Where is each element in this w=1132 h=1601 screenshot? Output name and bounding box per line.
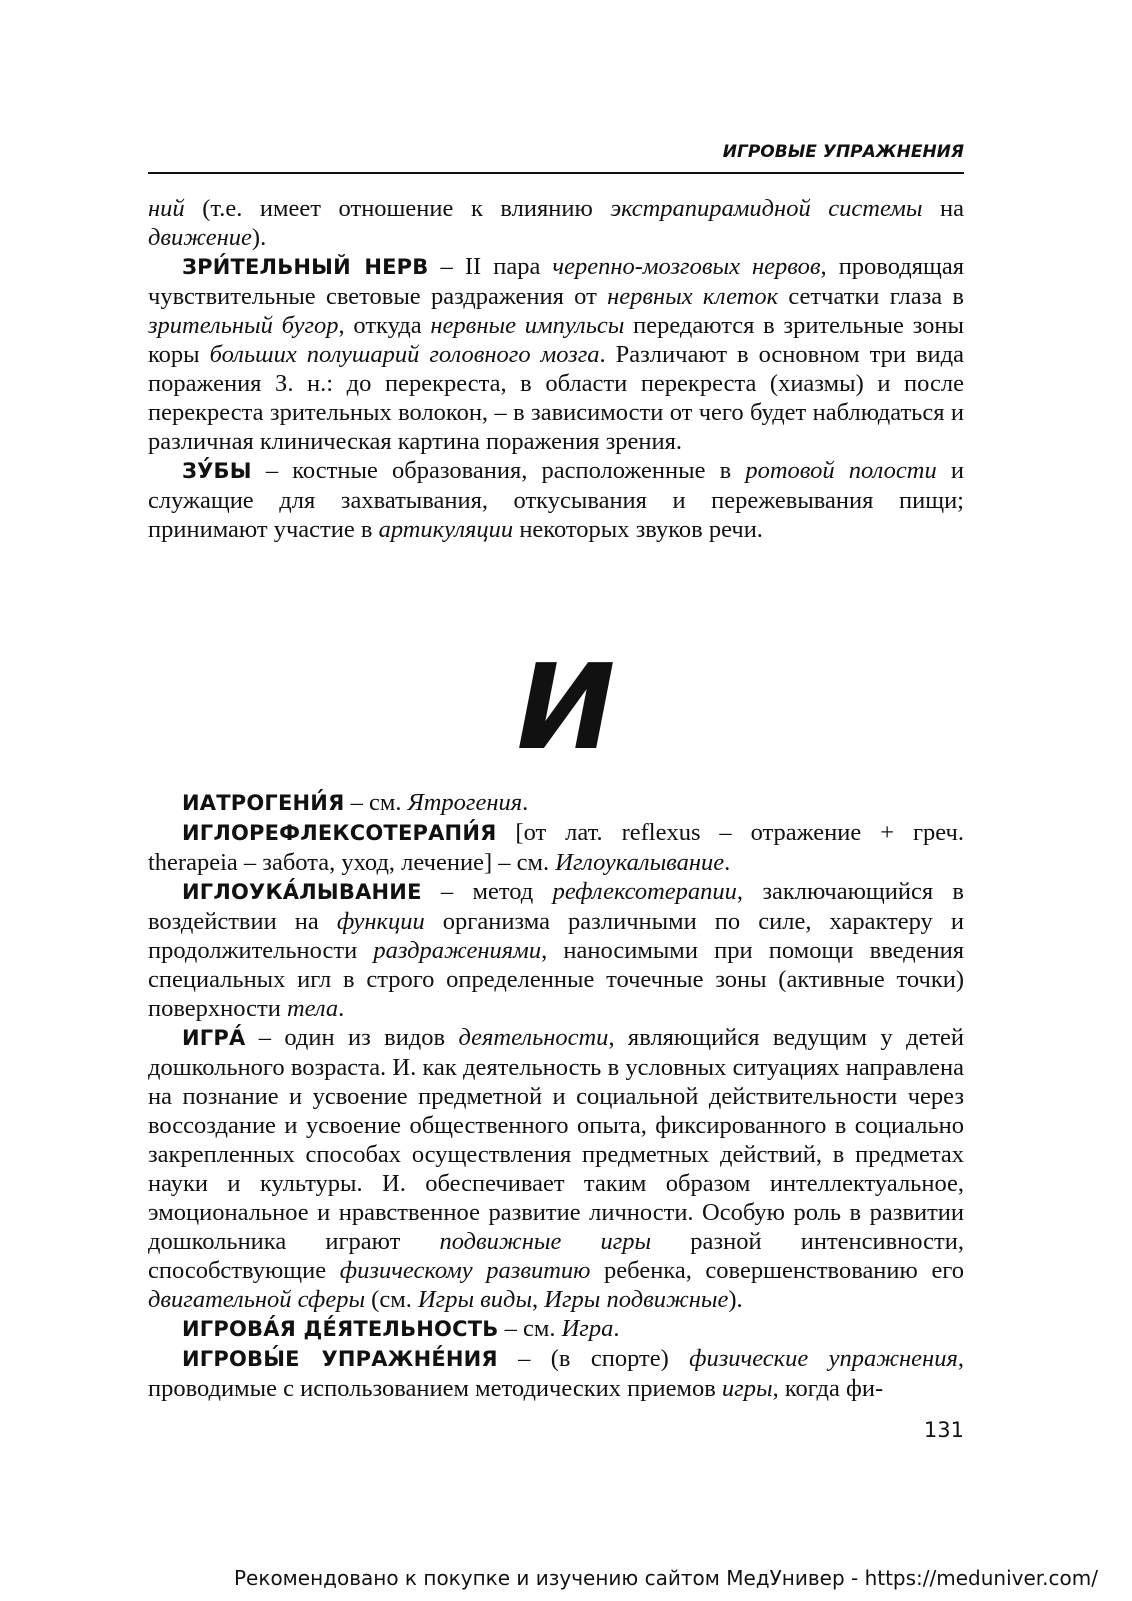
body-text: – метод	[421, 878, 553, 905]
body-text: .	[724, 849, 731, 876]
entry-headword: ИГЛОРЕФЛЕКСОТЕРАПИ́Я	[182, 821, 497, 845]
entry-headword: ИГЛОУКА́ЛЫВАНИЕ	[182, 880, 422, 904]
body-text: организма различными по силе, характеру и продолжительности	[148, 908, 964, 964]
term-link: тела	[286, 995, 339, 1022]
body-text: некоторых звуков речи.	[513, 516, 763, 543]
body-text: .	[613, 1315, 620, 1342]
body-text: . Различают в основном три вида поражения З. н.: до перекреста, в области перекреста (хиазмы) и после перекреста зрительных волокон, – в зависимости от чего будет наблюдаться и различная клиническая картина поражения зрения.	[148, 341, 965, 455]
term-link: движение	[148, 224, 252, 251]
body-text: , когда фи-	[772, 1375, 884, 1402]
term-link: раздражениями	[373, 937, 542, 964]
body-text: – (в спорте)	[497, 1345, 690, 1372]
term-link: деятельности	[458, 1024, 609, 1051]
header-rule	[148, 172, 964, 174]
body-text: – см.	[498, 1315, 562, 1342]
body-text: разной интенсивности, способствующие	[148, 1228, 964, 1284]
term-link: ний	[148, 195, 185, 222]
body-text: передаются в зрительные зоны коры	[148, 312, 964, 368]
entry-headword: ЗРИ́ТЕЛЬНЫЙ НЕРВ	[182, 255, 429, 279]
dictionary-entry	[148, 818, 964, 877]
entry-headword: ИАТРОГЕНИ́Я	[182, 791, 345, 815]
term-link: двигательной сферы	[148, 1286, 366, 1313]
body-text: ).	[728, 1286, 743, 1313]
body-text: – II пара	[428, 253, 553, 280]
term-link: больших полушарий головного мозга	[209, 341, 600, 368]
footer-note: Рекомендовано к покупке и изучению сайтом МедУнивер - https://meduniver.com/	[234, 1566, 1098, 1590]
term-link: Игры виды	[417, 1286, 533, 1313]
body-text: (см.	[365, 1286, 418, 1313]
running-head: ИГРОВЫЕ УПРАЖНЕНИЯ	[722, 142, 964, 162]
body-text: , заключающийся в воздействии на	[148, 878, 964, 935]
term-link: Игры подвижные	[544, 1286, 729, 1313]
term-link: артикуляции	[378, 516, 514, 543]
dictionary-entry	[148, 877, 964, 1023]
dictionary-entry	[148, 1344, 964, 1403]
dictionary-entry	[148, 1314, 964, 1344]
page-number: 131	[923, 1418, 964, 1442]
term-link: физическому развитию	[339, 1257, 591, 1284]
body-text: , наносимыми при помощи введения специальных игл в строго определенные точечные зоны (активные точки) поверхности	[148, 937, 964, 1022]
term-link: рефлексотерапии	[552, 878, 737, 905]
dictionary-entry	[148, 456, 964, 544]
text-block-bottom	[148, 788, 964, 1403]
term-link: нервных клеток	[607, 283, 779, 310]
term-link: экстрапирамидной системы	[610, 195, 923, 222]
term-link: Ятрогения	[407, 789, 523, 816]
section-letter: И	[516, 638, 616, 776]
body-text: и служащие для захватывания, откусывания и пережевывания пищи; принимают участие в	[148, 457, 964, 543]
term-link: зрительный бугор	[148, 312, 339, 339]
body-text: [от лат. reflexus – отражение + греч. therapeia – забота, уход, лечение] – см.	[148, 819, 964, 876]
entry-headword: ИГРОВЫ́Е УПРАЖНЕ́НИЯ	[182, 1347, 498, 1371]
dictionary-entry	[148, 788, 964, 818]
term-link: ротовой полости	[745, 457, 937, 484]
term-link: физические упражнения	[689, 1345, 958, 1372]
term-link: Игра	[561, 1315, 614, 1342]
body-text: .	[522, 789, 529, 816]
entry-headword: ИГРОВА́Я ДЕ́ЯТЕЛЬНОСТЬ	[182, 1317, 499, 1341]
body-text: сетчатки глаза в	[778, 283, 964, 310]
body-text: ребенка, совершенствованию его	[590, 1257, 965, 1284]
term-link: функции	[336, 908, 425, 935]
continued-paragraph	[148, 194, 964, 252]
term-link: черепно-мозговых нервов	[552, 253, 821, 280]
body-text: (т.е. имеет отношение к влиянию	[184, 195, 611, 222]
body-text: – один из видов	[245, 1024, 459, 1051]
term-link: нервные импульсы	[430, 312, 625, 339]
body-text: .	[338, 995, 345, 1022]
entry-headword: ИГРА́	[182, 1026, 246, 1050]
body-text: – костные образования, расположенные в	[251, 457, 746, 484]
term-link: игры	[721, 1375, 773, 1402]
dictionary-entry	[148, 1023, 964, 1314]
body-text: ,	[532, 1286, 545, 1313]
body-text: , являющийся ведущим у детей дошкольного возраста. И. как деятельность в условных ситуациях направлена на познание и усвоение предметной и социальной действительности через воссоздание и усвоение общественного опыта, фиксированного в социально закрепленных способах осуществления предметных действий, в предметах науки и культуры. И. обеспечивает таким образом интеллектуальное, эмоциональное и нравственное развитие личности. Особую роль в развитии дошкольника играют	[148, 1024, 965, 1255]
body-text: – см.	[344, 789, 408, 816]
entry-headword: ЗУ́БЫ	[182, 459, 252, 483]
term-link: подвижные игры	[439, 1228, 652, 1255]
body-text: , откуда	[338, 312, 431, 339]
body-text: , проводимые с использованием методических приемов	[148, 1345, 964, 1402]
body-text: , проводящая чувствительные световые раздражения от	[148, 253, 964, 310]
text-block-top	[148, 194, 964, 544]
body-text: ).	[251, 224, 267, 251]
dictionary-entry	[148, 252, 964, 456]
term-link: Иглоукалывание	[555, 849, 725, 876]
body-text: на	[922, 195, 964, 222]
